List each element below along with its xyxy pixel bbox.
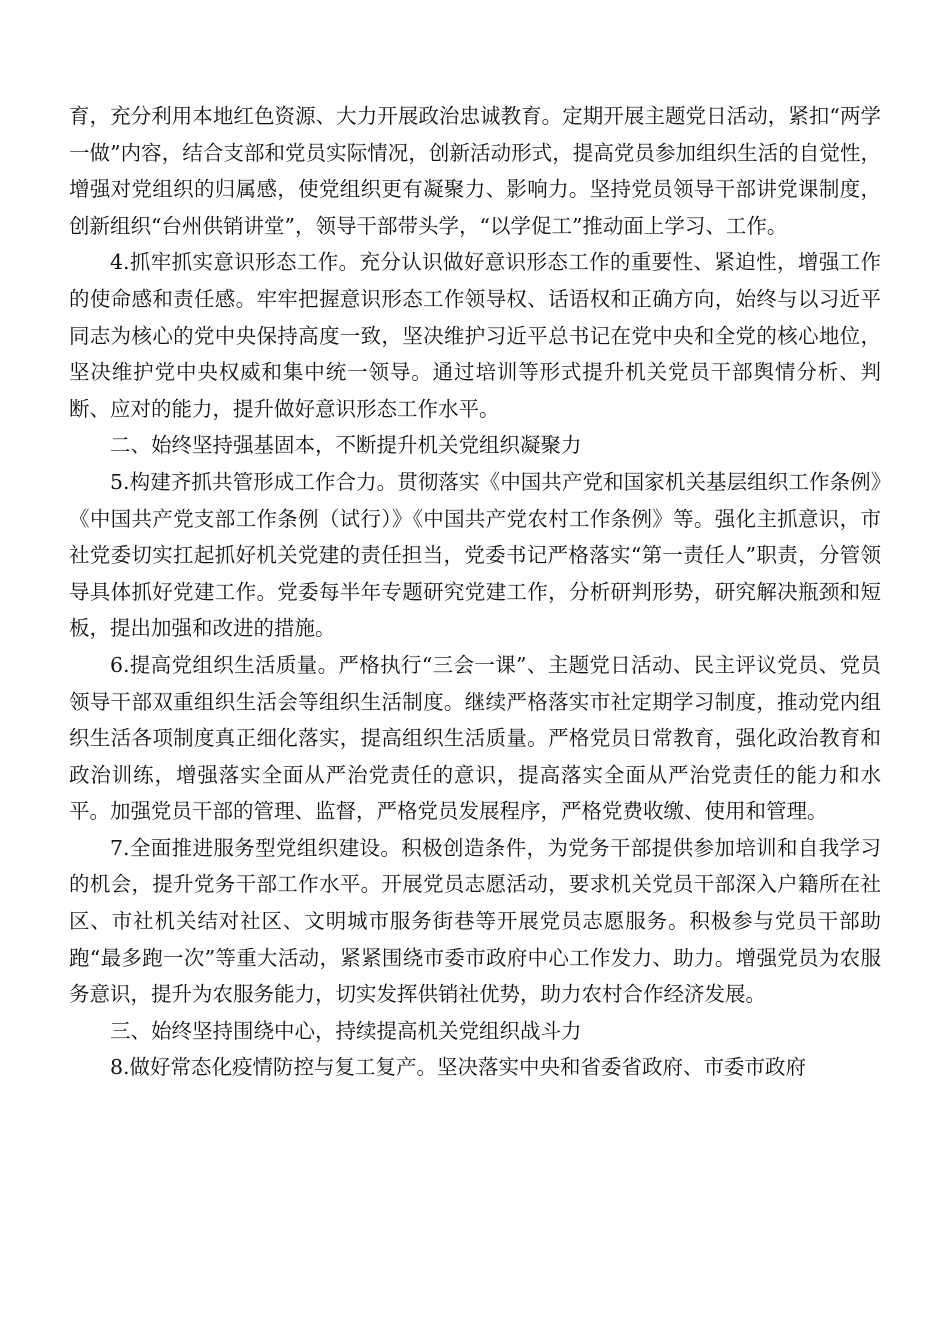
paragraph-continuation: 育，充分利用本地红色资源、大力开展政治忠诚教育。定期开展主题党日活动，紧扣“两学一做”内容，结合支部和党员实际情况，创新活动形式，提高党员参加组织生活的自觉性，增强对党组织的归属感，使党组织更有凝聚力、影响力。坚持党员领导干部讲党课制度，创新组织“台州供销讲堂”，领导干部带头学，“以学促工”推动面上学习、工作。 xyxy=(69,104,881,238)
paragraph-item-5: 5.构建齐抓共管形成工作合力。贯彻落实《中国共产党和国家机关基层组织工作条例》《中国共产党支部工作条例（试行）》《中国共产党农村工作条例》等。强化主抓意识，市社党委切实扛起抓好机关党建的责任担当，党委书记严格落实“第一责任人”职责，分管领导具体抓好党建工作。党委每半年专题研究党建工作，分析研判形势，研究解决瓶颈和短板，提出加强和改进的措施。 xyxy=(69,469,881,641)
document-body xyxy=(69,98,881,1086)
paragraph-item-6: 6.提高党组织生活质量。严格执行“三会一课”、主题党日活动、民主评议党员、党员领导干部双重组织生活会等组织生活制度。继续严格落实市社定期学习制度，推动党内组织生活各项制度真正细化落实，提高组织生活质量。严格党员日常教育，强化政治教育和政治训练，增强落实全面从严治党责任的意识，提高落实全面从严治党责任的能力和水平。加强党员干部的管理、监督，严格党员发展程序，严格党费收缴、使用和管理。 xyxy=(69,652,881,824)
section-heading-2: 二、始终坚持强基固本，不断提升机关党组织凝聚力 xyxy=(110,433,582,458)
paragraph-item-8: 8.做好常态化疫情防控与复工复产。坚决落实中央和省委省政府、市委市政府 xyxy=(110,1055,807,1080)
paragraph-item-4: 4.抓牢抓实意识形态工作。充分认识做好意识形态工作的重要性、紧迫性，增强工作的使命感和责任感。牢牢把握意识形态工作领导权、话语权和正确方向，始终与以习近平同志为核心的党中央保持高度一致，坚决维护习近平总书记在党中央和全党的核心地位，坚决维护党中央权威和集中统一领导。通过培训等形式提升机关党员干部舆情分析、判断、应对的能力，提升做好意识形态工作水平。 xyxy=(69,250,881,421)
section-heading-3: 三、始终坚持围绕中心，持续提高机关党组织战斗力 xyxy=(110,1018,582,1043)
paragraph-item-7: 7.全面推进服务型党组织建设。积极创造条件，为党务干部提供参加培训和自我学习的机会，提升党务干部工作水平。开展党员志愿活动，要求机关党员干部深入户籍所在社区、市社机关结对社区、文明城市服务街巷等开展党员志愿服务。积极参与党员干部助跑“最多跑一次”等重大活动，紧紧围绕市委市政府中心工作发力、助力。增强党员为农服务意识，提升为农服务能力，切实发挥供销社优势，助力农村合作经济发展。 xyxy=(69,835,881,1007)
